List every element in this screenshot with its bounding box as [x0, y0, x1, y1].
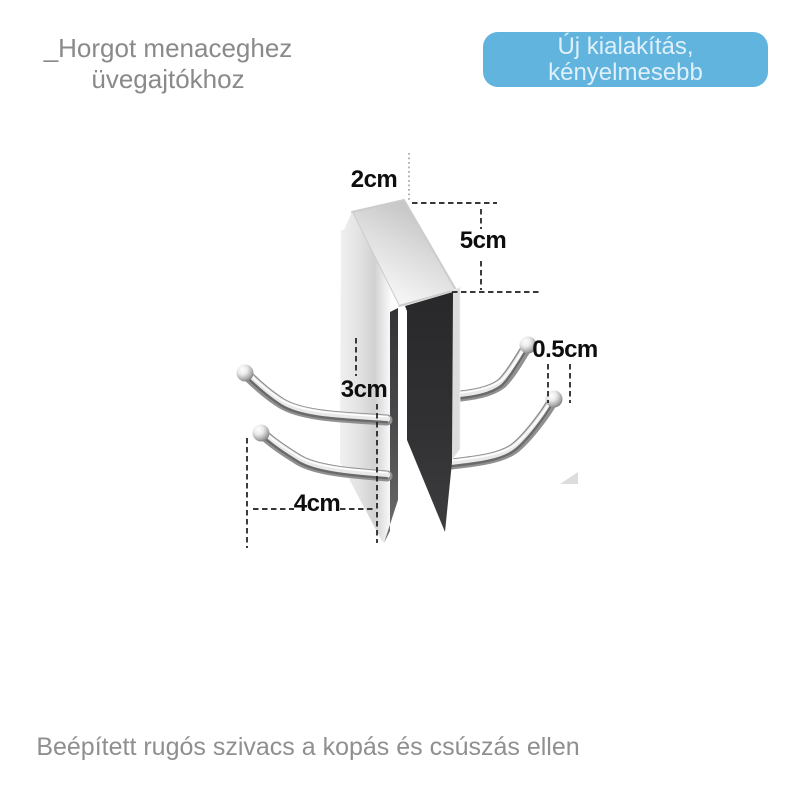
back-plate-edge — [452, 287, 460, 460]
dimension-label-top-height: 5cm — [459, 227, 507, 254]
page-title-line1: _Horgot menaceghez — [43, 33, 293, 63]
hook-ball-upper-left — [237, 365, 254, 382]
badge-line1: Új kialakítás, — [557, 32, 694, 60]
dimension-label-hook-diameter: 0.5cm — [532, 336, 598, 363]
dimension-label-top-depth: 2cm — [350, 166, 398, 193]
badge-line2: kényelmesebb — [548, 58, 703, 86]
hook-ball-lower-left — [253, 425, 270, 442]
dimension-label-hook-offset: 3cm — [340, 376, 388, 403]
bottom-caption: Beépített rugós szivacs a kopás és csúszás ellen — [36, 733, 580, 761]
dimension-label-hook-length: 4cm — [293, 490, 341, 517]
hook-lower-right — [451, 399, 552, 466]
watermark-triangle-icon — [560, 472, 578, 484]
page-title-line2: üvegajtókhoz — [91, 64, 245, 94]
rubber-pad — [405, 292, 453, 532]
hook-upper-right — [451, 344, 527, 399]
